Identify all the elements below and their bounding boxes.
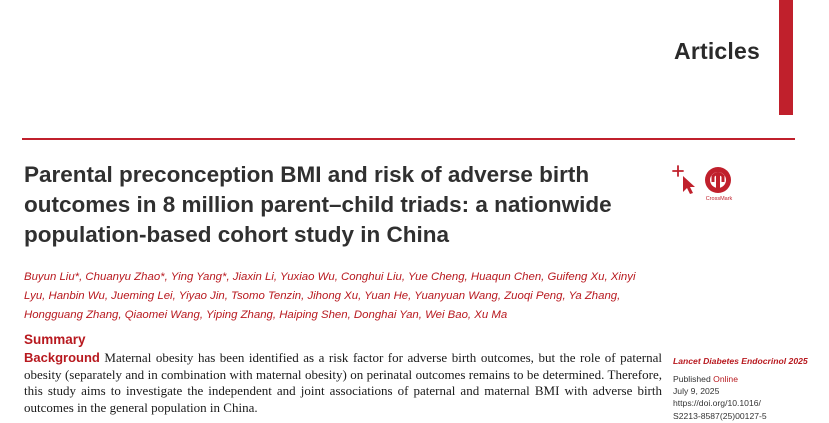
doi-link-line1[interactable]: https://doi.org/10.1016/: [673, 398, 761, 409]
background-label: Background: [24, 350, 100, 365]
summary-heading: Summary: [24, 332, 86, 347]
section-label: Articles: [674, 38, 760, 64]
doi-link-line2[interactable]: S2213-8587(25)00127-5: [673, 410, 767, 421]
published-prefix: Published: [673, 374, 711, 384]
crossmark-label[interactable]: CrossMark: [705, 196, 733, 202]
publication-date: July 9, 2025: [673, 386, 720, 397]
published-line: [673, 373, 767, 385]
accent-bar: [779, 0, 793, 115]
journal-citation: Lancet Diabetes Endocrinol 2025: [673, 356, 808, 366]
background-text: Maternal obesity has been identified as a risk factor for adverse birth outcomes, but the role of paternal obesity (separately and in combination with maternal obesity) on perinatal outcomes remains to be determined. Therefore, this study aims to investigate the independent and joint associations of paternal and maternal BMI with adverse birth outcomes in the general population in China.: [24, 350, 663, 415]
author-list: Buyun Liu*, Chuanyu Zhao*, Ying Yang*, Jiaxin Li, Yuxiao Wu, Conghui Liu, Yue Cheng, Huaqun Chen, Guifeng Xu, Xinyi Lyu, Hanbin Wu, Jueming Lei, Yiyao Jin, Tsomo Tenzin, Jihong Xu, Yuan He, Yuanyuan Wang, Zuoqi Peng, Ya Zhang, Hongguang Zhang, Qiaomei Wang, Yiping Zhang, Haiping Shen, Donghai Yan, Wei Bao, Xu Ma: [24, 271, 636, 321]
publication-info: [673, 373, 767, 422]
article-title: Parental preconception BMI and risk of adverse birth outcomes in 8 million parent–child triads: a nationwide population-based cohort study in China: [24, 162, 612, 247]
background-paragraph: [24, 350, 662, 416]
header-divider: [22, 138, 795, 140]
published-online: Online: [713, 374, 738, 384]
crossmark-cursor-icon[interactable]: [672, 165, 698, 195]
crossmark-icon[interactable]: [701, 165, 735, 197]
